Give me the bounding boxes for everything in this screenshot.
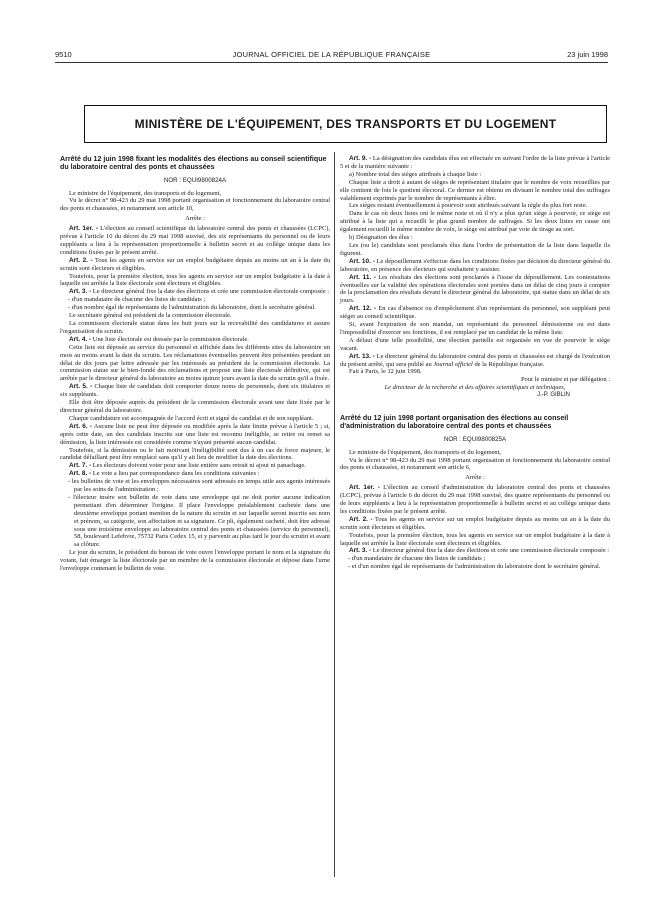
article-12: [340, 305, 610, 321]
article-11: [340, 274, 610, 306]
paragraph: Dans le cas où deux listes ont le même reste et où il n'y a plus qu'un siège à pourvoir, ce siège est attribué à la liste qui a recueilli le plus grand nombre de suffrages. Si les deux listes en cause ont également recueilli le même nombre de voix, le siège est attribué par voie de tirage au sort.: [340, 210, 610, 234]
article-label: Art. 12. -: [349, 305, 377, 313]
list-item: - d'un nombre égal de représentants de l'administration du laboratoire, dont le secrétaire général.: [68, 304, 316, 312]
left-column: [60, 155, 330, 573]
article-text: Aucune liste ne peut être déposée ou modifiée après la date limite prévue à l'article 5 ; si, après cette date, un des candidats inscrits sur une liste est reconnu inéligible, se retire ou remet sa démission, la liste intéressée est considérée comme n'ayant présenté aucun candidat.: [60, 422, 330, 446]
ministry-banner: MINISTÈRE DE L'ÉQUIPEMENT, DES TRANSPORTS ET DU LOGEMENT: [84, 105, 607, 143]
nor-reference: NOR : EQUI9800824A: [163, 176, 227, 184]
article-7: [60, 462, 330, 470]
paragraph: Les sièges restant éventuellement à pourvoir sont attribués suivant la règle du plus fort reste.: [349, 202, 588, 210]
paragraph: Le ministre de l'équipement, des transports et du logement,: [349, 448, 502, 456]
paragraph: Vu le décret n° 98-423 du 29 mai 1998 portant organisation et fonctionnement du laboratoire central des ponts et chaussées, et notamment son article 6,: [340, 456, 610, 472]
article-label: Art. 6. -: [69, 422, 93, 430]
article-label: Art. 4. -: [69, 335, 92, 343]
article-label: Art. 13. -: [349, 352, 375, 360]
article-text: Le directeur général fixe la date des élections et crée une commission électorale composée :: [372, 547, 610, 555]
article-2: [60, 257, 330, 273]
arrete-heading: Arrête :: [185, 215, 205, 223]
section-spacer: [340, 400, 610, 414]
nor-reference: NOR : EQUI9800825A: [443, 435, 507, 443]
article-label: Art. 2. -: [349, 515, 373, 523]
article-text: Les électeurs doivent voter pour une liste entière sans retrait ni ajout ni panachage.: [92, 462, 306, 470]
article-label: Art. 7. -: [69, 462, 92, 470]
article-label: Art. 8. -: [69, 470, 92, 478]
article-8: [60, 470, 330, 478]
article-text: En cas d'absence ou d'empêchement d'un représentant du personnel, son suppléant peut siéger au conseil scientifique.: [340, 305, 610, 321]
signatory-title: Le directeur de la recherche et des affaires scientifiques et techniques,: [384, 384, 566, 392]
article-text: de la République française.: [472, 360, 545, 368]
list-item: - et d'un nombre égal de représentants de l'administration du laboratoire dont le secrétaire général.: [348, 563, 601, 571]
article-text: Le vote a lieu par correspondance dans les conditions suivantes :: [92, 470, 260, 478]
article-text: L'élection au conseil d'administration du laboratoire central des ponts et chaussées (LCPC), prévue à l'article 6 du décret du 29 mai 1998 susvisé, des quatre représentants du personnel ou de leurs suppléants a lieu à la représentation proportionnelle à bulletin secret et au collège unique dans les conditions fixées par le présent arrêté.: [340, 484, 611, 515]
signature-delegation: Pour le ministre et par délégation :: [520, 376, 610, 384]
paragraph: Le ministre de l'équipement, des transports et du logement,: [69, 189, 222, 197]
article-label: Art. 10. -: [349, 257, 375, 265]
paragraph: Le jour du scrutin, le président du bureau de vote ouvre l'enveloppe portant le nom et la signature du votant, fait émarger la liste électorale par un membre de la commission électorale et dépose dans l'urne l'enveloppe contenant le bulletin de vote.: [60, 549, 330, 573]
article-13: [340, 353, 610, 369]
list-item: - d'un mandataire de chacune des listes de candidats ;: [348, 555, 486, 563]
article-text: Chaque liste de candidats doit comporter douze noms de personnels, dont six titulaires et six suppléants.: [60, 383, 331, 399]
article-text: La désignation des candidats élus est effectuée en suivant l'ordre de la liste prévue à l'article 5 et de la manière suivante :: [340, 155, 610, 170]
article-label: Art. 3. -: [69, 288, 92, 296]
paragraph: Vu le décret n° 98-423 du 29 mai 1998 portant organisation et fonctionnement du laboratoire central des ponts et chaussées, et notamment son article 10,: [60, 197, 330, 213]
page-header: [55, 50, 608, 62]
article-3: [60, 288, 330, 296]
article-label: Art. 9. -: [349, 155, 372, 162]
article-text: Les résultats des élections sont proclamés à l'issue du dépouillement. Les contestations éventuelles sur la validité des opérations électorales sont portées dans un délai de cinq jours à compter de la proclamation des résultats devant le directeur général du laboratoire, qui statue dans un délai de six jours.: [340, 273, 610, 305]
article-text: Le directeur général fixe la date des élections et crée une commission électorale composée :: [92, 288, 330, 296]
paragraph: a) Nombre total des sièges attribués à chaque liste :: [349, 170, 482, 178]
list-item: - les bulletins de vote et les enveloppes nécessaires sont adressés en temps utile aux agents intéressés par les soins de l'administration ;: [68, 478, 330, 494]
article-label: Art. 1er. -: [349, 484, 380, 492]
article-text: Tous les agents en service sur un emploi budgétaire depuis au moins un an à la date du scrutin sont électeurs et éligibles.: [340, 515, 610, 531]
paragraph: Les (ou le) candidats sont proclamés élus dans l'ordre de présentation de la liste dans laquelle ils figurent.: [340, 241, 610, 257]
paragraph: Si, avant l'expiration de son mandat, un représentant du personnel démissionne ou est dans l'impossibilité d'exercer ses fonctions, il est remplacé par un candidat de la même liste.: [340, 321, 610, 336]
article-10: [340, 258, 610, 274]
article-text: Le directeur général du laboratoire central des ponts et chaussées est chargé de l'exécution du présent arrêté, qui sera publié au: [340, 352, 611, 368]
article-5: [60, 383, 330, 399]
decree-title: Arrêté du 12 juin 1998 portant organisation des élections au conseil d'administration du laboratoire central des ponts et chaussées: [340, 414, 569, 431]
paragraph: Cette liste est déposée au service du personnel et affichée dans les différents sites du laboratoire un mois au moins avant la date du scrutin. Les réclamations éventuelles peuvent être présentées pendant un délai de dix jours par lettre adressée par les intéressés au président de la commission électorale. La commission statue sur le bien-fondé des réclamations et propose une liste électorale définitive, qui est arrêtée par le directeur général du laboratoire au moins quinze jours avant la date du scrutin qu'il a fixée.: [60, 343, 330, 383]
paragraph: Chaque liste a droit à autant de sièges de représentant titulaire que le nombre de voix recueillies par elle contient de fois le quotient électoral. Ce dernier est obtenu en divisant le nombre total des suffrages valablement exprimés par le nombre de représentants à élire.: [340, 178, 610, 202]
journal-name: Journal officiel: [433, 360, 473, 368]
article-label: Art. 2. -: [69, 256, 93, 264]
article-label: Art. 11. -: [349, 273, 376, 281]
paragraph: A défaut d'une telle possibilité, une élection partielle est organisée en vue de pourvoir le siège vacant.: [340, 336, 610, 352]
header-rule: [55, 62, 608, 63]
article-label: Art. 3. -: [349, 547, 372, 555]
article-label: Art. 5. -: [69, 383, 93, 391]
decree-title: Arrêté du 12 juin 1998 fixant les modalités des élections au conseil scientifique du laboratoire central des ponts et chaussées: [60, 155, 327, 172]
paragraph: Le secrétaire général est président de la commission électorale.: [69, 312, 232, 320]
article-text: L'élection au conseil scientifique du laboratoire central des ponts et chaussées (LCPC), prévue à l'article 10 du décret du 29 mai 1998 susvisé, des six représentants du personnel ou de leurs suppléants a lieu à la représentation proportionnelle à bulletin secret et au collège unique dans les conditions fixées par le présent arrêté.: [60, 225, 331, 256]
article-3: [340, 547, 610, 555]
article-1: [340, 484, 610, 516]
signature-date: Fait à Paris, le 12 juin 1998.: [349, 368, 422, 376]
list-item: - d'un mandataire de chacune des listes de candidats ;: [68, 296, 206, 304]
paragraph: La commission électorale statue dans les huit jours sur la recevabilité des candidatures et assure l'organisation du scrutin.: [60, 320, 330, 335]
article-2: [340, 516, 610, 532]
page-number: 9510: [55, 50, 72, 59]
paragraph: Toutefois, pour la première élection, tous les agents en service sur un emploi budgétaire à la date à laquelle est arrêtée la liste électorale sont électeurs et éligibles.: [340, 531, 610, 547]
article-1: [60, 225, 330, 257]
column-divider: [334, 152, 335, 877]
paragraph: Elle doit être déposée auprès du président de la commission électorale avant une date fixée par le directeur général du laboratoire.: [60, 399, 330, 414]
article-6: [60, 423, 330, 447]
issue-date: 23 juin 1998: [567, 50, 608, 59]
paragraph: Chaque candidature est accompagnée de l'accord écrit et signé du candidat et de son suppléant.: [69, 414, 314, 422]
article-9: [340, 155, 610, 171]
article-4: [60, 336, 330, 344]
paragraph: b) Désignation des élus :: [349, 234, 413, 242]
arrete-heading: Arrête :: [465, 474, 485, 482]
article-label: Art. 1er. -: [69, 225, 98, 233]
article-text: Le dépouillement s'effectue dans les conditions fixées par décision du directeur général du laboratoire, en présence des électeurs qui souhaitent y assister.: [340, 257, 610, 273]
article-text: Une liste électorale est dressée par la commission électorale.: [92, 335, 249, 343]
article-text: Tous les agents en service sur un emploi budgétaire depuis au moins un an à la date du scrutin sont électeurs et éligibles.: [60, 256, 330, 272]
signatory-name: J.-P. GIBLIN: [537, 392, 570, 399]
right-column: [340, 155, 610, 571]
paragraph: Toutefois, si la démission ou le fait motivant l'inéligibilité sont dus à un cas de force majeure, le candidat défaillant peut être remplacé sans qu'il y ait lieu de modifier la date des élections.: [60, 446, 330, 462]
journal-title: JOURNAL OFFICIEL DE LA RÉPUBLIQUE FRANÇAISE: [232, 50, 431, 59]
list-item: - l'électeur insère son bulletin de vote dans une enveloppe qui ne doit porter aucune indication permettant d'en déterminer l'origine. Il place l'enveloppe préalablement cachetée dans une deuxième enveloppe portant mention de la nature du scrutin et sur laquelle seront inscrits ses nom et prénom, sa catégorie, son affectation et sa signature. Ce pli, également cacheté, doit être adressé sous une troisième enveloppe au laboratoire central des ponts et chaussées (service du personnel), 58, boulevard Lefebvre, 75732 Paris Cedex 15, et y parvenir au plus tard le jour du scrutin et avant sa clôture.: [68, 493, 330, 549]
paragraph: Toutefois, pour la première élection, tous les agents en service sur un emploi budgétaire à la date à laquelle est arrêtée la liste électorale sont électeurs et éligibles.: [60, 272, 330, 288]
